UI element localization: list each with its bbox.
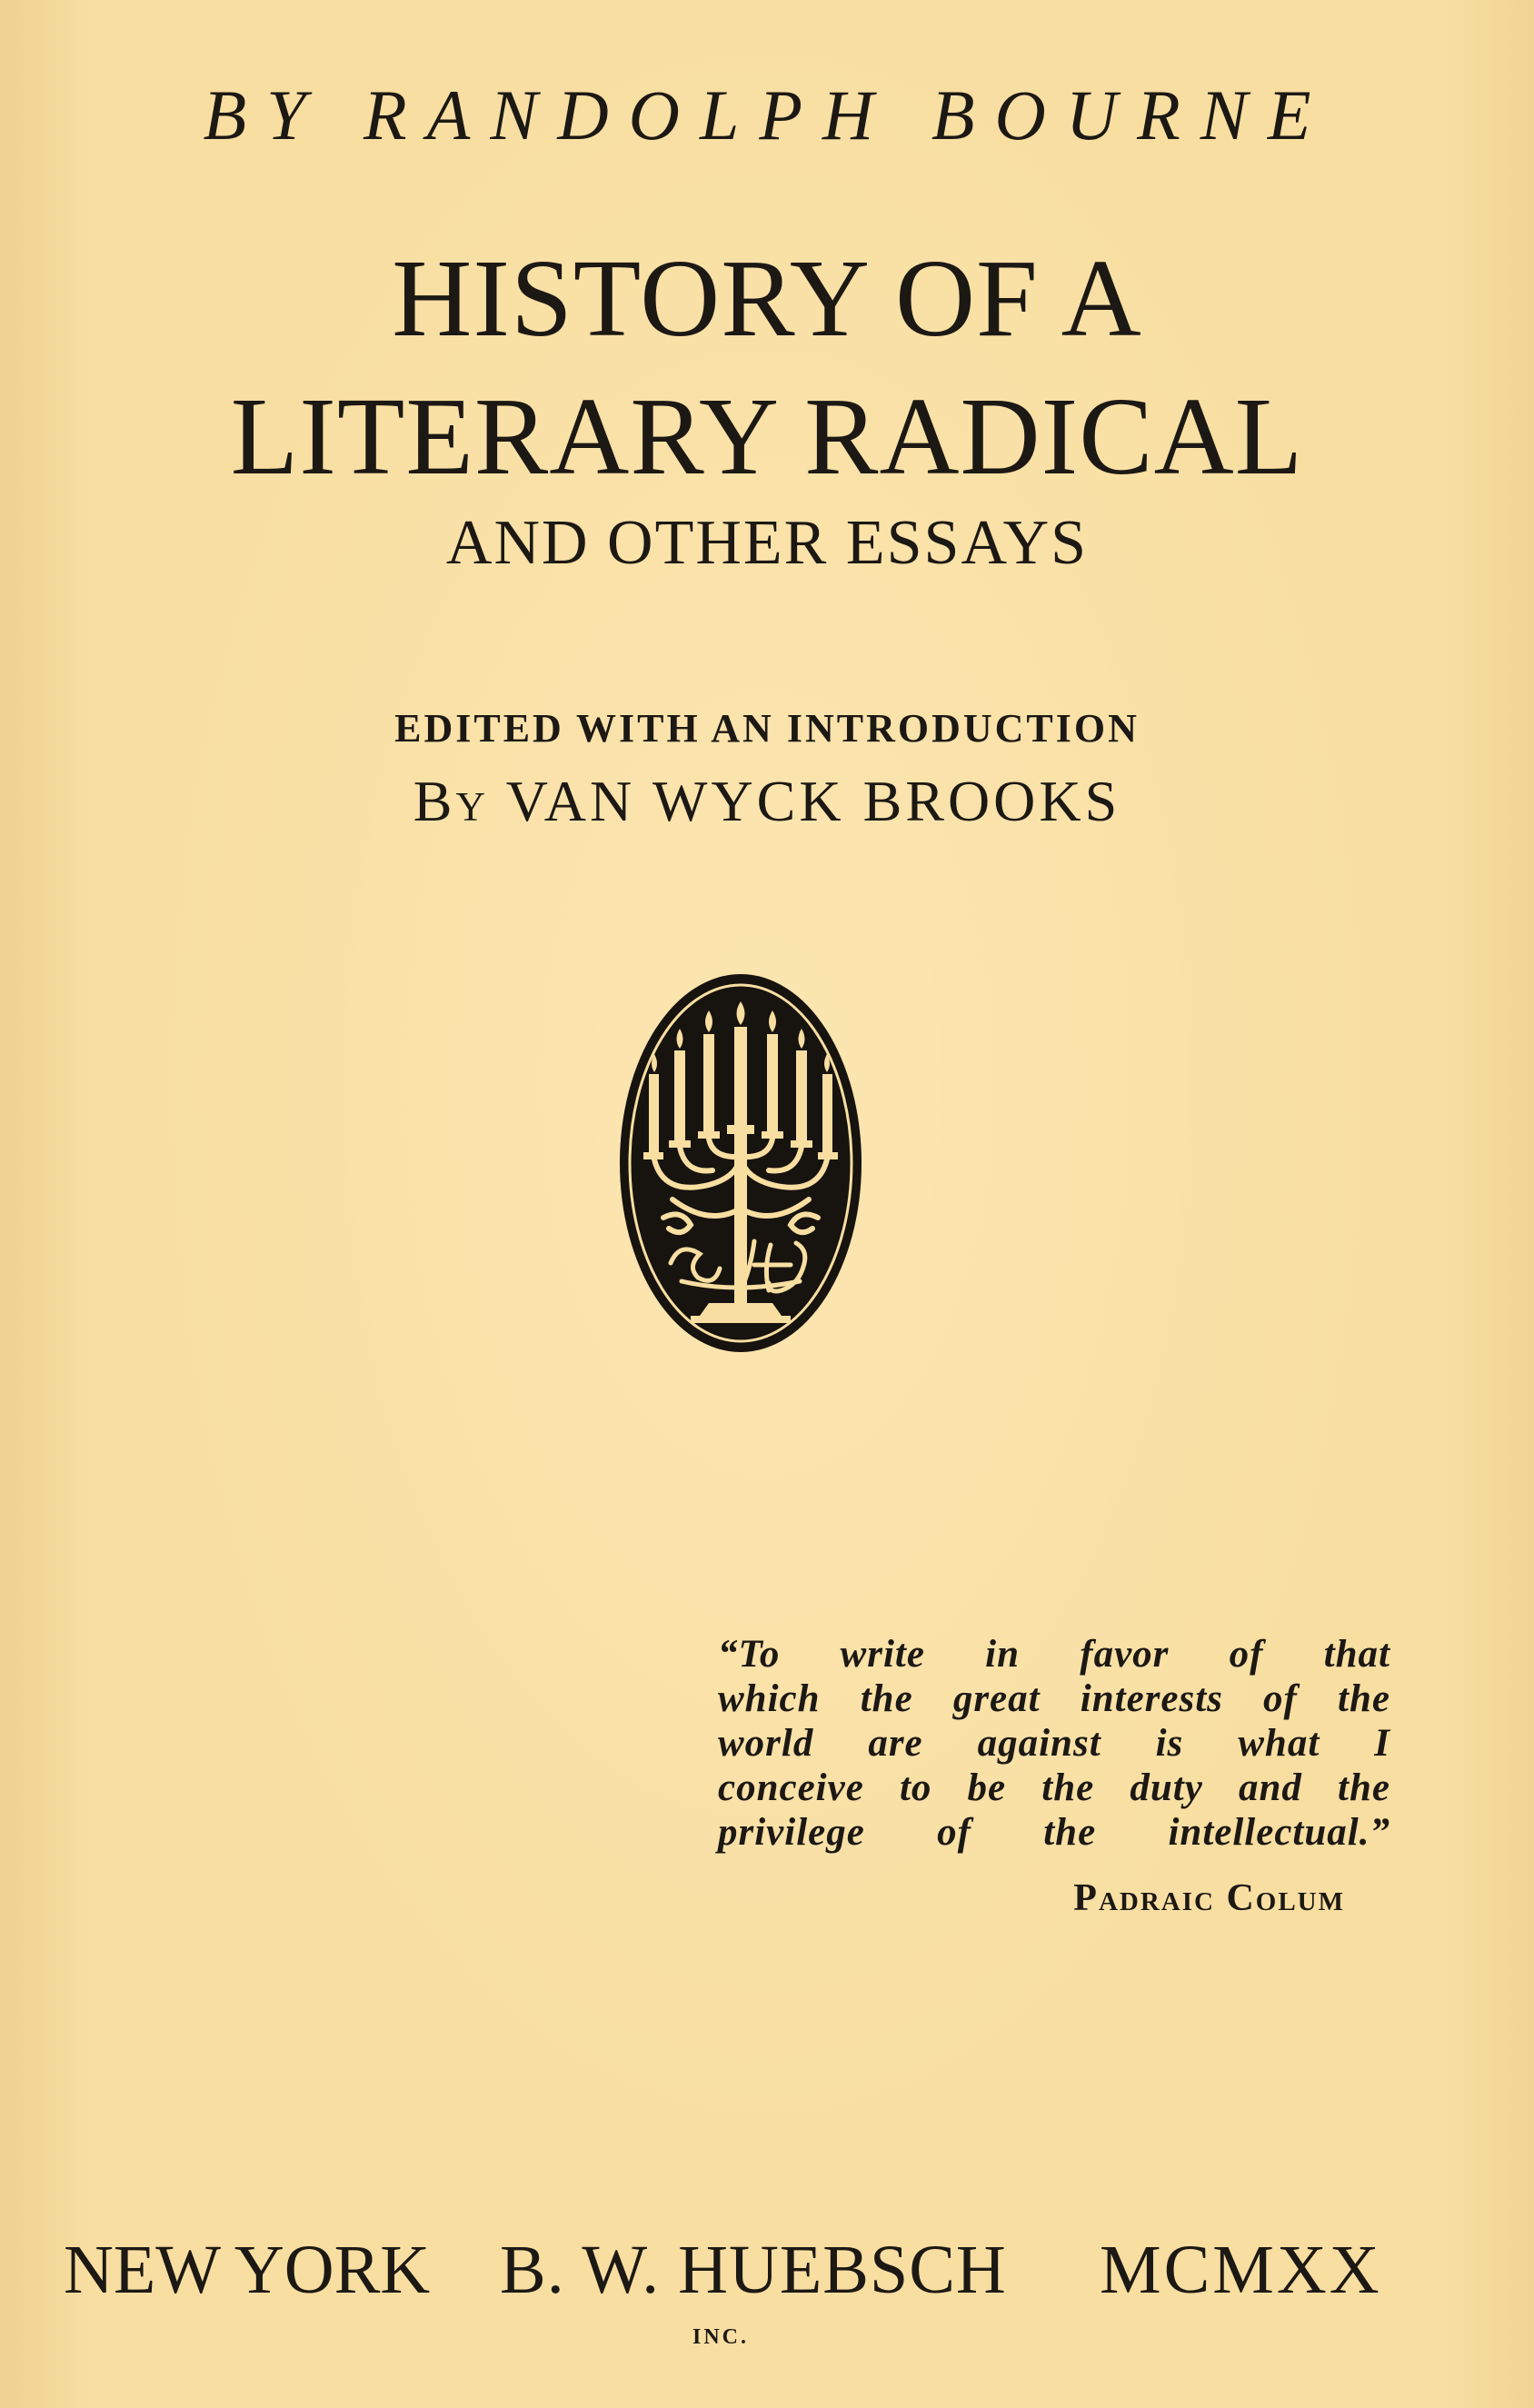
imprint-place: NEW YORK bbox=[64, 2232, 431, 2308]
edited-line: EDITED WITH AN INTRODUCTION bbox=[394, 706, 1140, 751]
subtitle: AND OTHER ESSAYS bbox=[445, 508, 1089, 578]
epigraph-quote bbox=[718, 1632, 1390, 1855]
epigraph-line: world are against is what I bbox=[718, 1722, 1390, 1765]
epigraph-line: conceive to be the duty and the bbox=[718, 1766, 1390, 1809]
author-line: BY RANDOLPH BOURNE bbox=[203, 75, 1331, 154]
epigraph-attribution: Padraic Colum bbox=[1073, 1877, 1345, 1919]
imprint-inc: INC. bbox=[692, 2325, 749, 2349]
title-line-2: LITERARY RADICAL bbox=[230, 375, 1304, 498]
imprint-publisher: B. W. HUEBSCH bbox=[500, 2232, 1007, 2308]
title-line-1: HISTORY OF A bbox=[392, 237, 1142, 360]
epigraph-line: which the great interests of the bbox=[718, 1677, 1390, 1720]
editor-line: By VAN WYCK BROOKS bbox=[413, 769, 1121, 833]
epigraph-line: privilege of the intellectual.” bbox=[718, 1811, 1390, 1854]
candelabra-seal-icon bbox=[618, 972, 863, 1354]
imprint-year: MCMXX bbox=[1100, 2232, 1382, 2308]
imprint-line bbox=[64, 2232, 1382, 2317]
epigraph-line: “To write in favor of that bbox=[718, 1633, 1390, 1676]
